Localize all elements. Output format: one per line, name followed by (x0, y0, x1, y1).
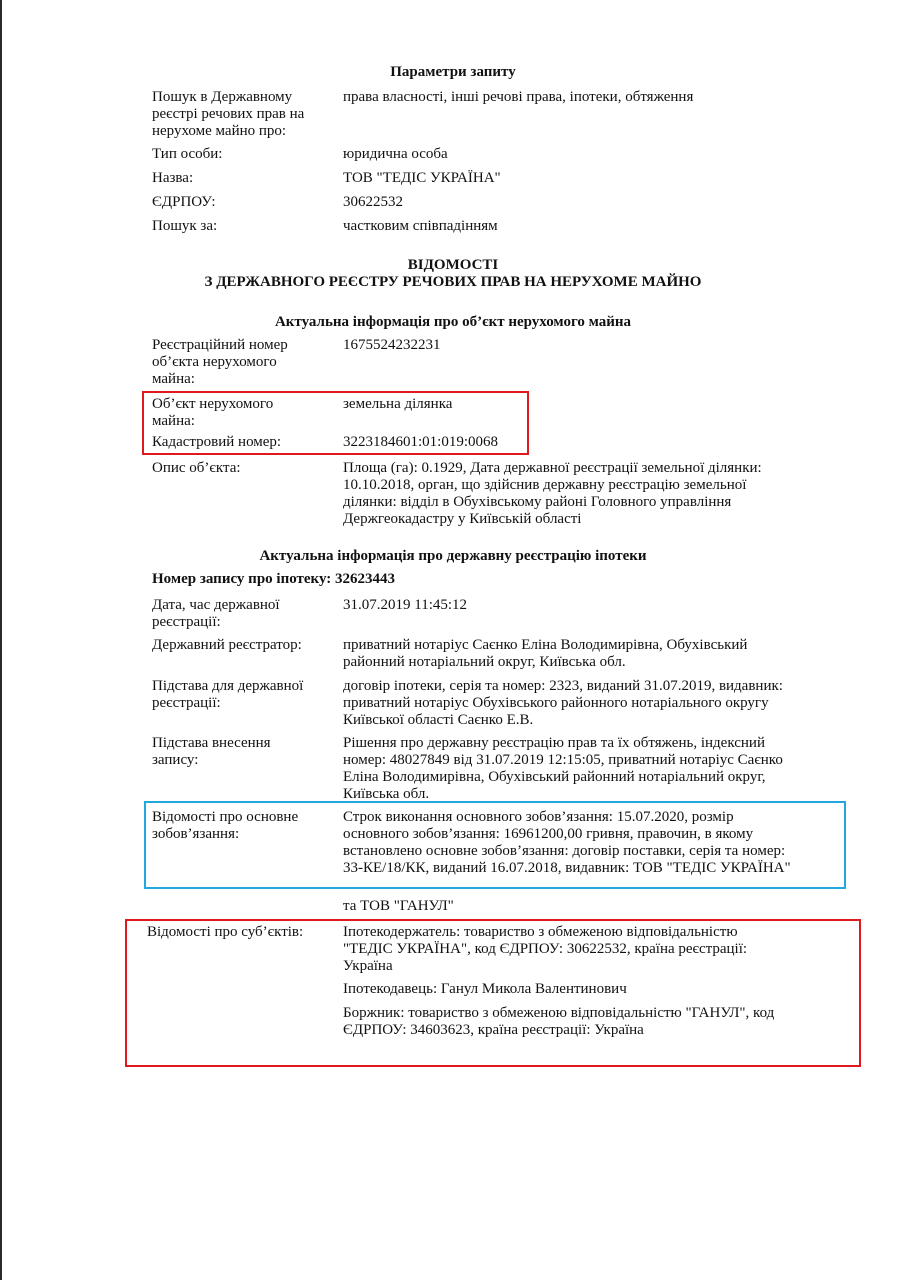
property-section-title: Актуальна інформація про об’єкт нерухомого майна (274, 314, 632, 330)
entry-basis-label: Підстава внесення запису: (152, 735, 271, 768)
date-label: Дата, час державної реєстрації: (152, 597, 280, 630)
mortgagee-value: Іпотекодержатель: товариство з обмеженою відповідальністю "ТЕДІС УКРАЇНА", код ЄДРПОУ: 30622532, країна реєстрації: Україна (343, 924, 748, 974)
basis-value: договір іпотеки, серія та номер: 2323, виданий 31.07.2019, видавник: приватний нотаріус Обухівського районного нотаріального округу Київської області Саєнко Е.В. (343, 678, 783, 728)
obligation-label: Відомості про основне зобов’язання: (152, 809, 299, 842)
entry-basis-value: Рішення про державну реєстрацію прав та їх обтяжень, індексний номер: 48027849 від 31.07.2019 12:15:05, приватний нотаріус Саєнко Еліна Володимирівна, Обухівський районний нотаріальний округ, Київська обл. (343, 735, 783, 802)
name-value: ТОВ "ТЕДІС УКРАЇНА" (343, 170, 501, 186)
params-title: Параметри запиту (390, 64, 516, 80)
person-type-value: юридична особа (343, 146, 448, 162)
description-label: Опис об’єкта: (152, 460, 241, 476)
object-label: Об’єкт нерухомого майна: (152, 396, 274, 429)
edrpou-label: ЄДРПОУ: (152, 194, 216, 210)
name-label: Назва: (152, 170, 194, 186)
search-label: Пошук в Державному реєстрі речових прав на нерухоме майно про: (152, 89, 305, 139)
page-left-border (0, 0, 2, 1280)
debtor-value: Боржник: товариство з обмеженою відповідальністю "ГАНУЛ", код ЄДРПОУ: 34603623, країна реєстрації: Україна (343, 1005, 775, 1038)
mortgagor-value: Іпотекодавець: Ганул Микола Валентинович (343, 981, 627, 997)
search-by-value: частковим співпадінням (343, 218, 498, 234)
date-value: 31.07.2019 11:45:12 (343, 597, 468, 613)
registrar-label: Державний реєстратор: (152, 637, 302, 653)
cadastral-label: Кадастровий номер: (152, 434, 282, 450)
edrpou-value: 30622532 (343, 194, 403, 210)
registrar-value: приватний нотаріус Саєнко Еліна Володимирівна, Обухівський районний нотаріальний округ, Київська обл. (343, 637, 748, 670)
mortgage-section-title: Актуальна інформація про державну реєстрацію іпотеки (259, 548, 647, 564)
description-value: Площа (га): 0.1929, Дата державної реєстрації земельної ділянки: 10.10.2018, орган, що здійснив державну реєстрацію земельної ділянки: відділ в Обухівському районі Головного управління Держгеокадастру у Київській області (343, 460, 762, 527)
search-value: права власності, інші речові права, іпотеки, обтяження (343, 89, 694, 105)
mortgage-record-number: Номер запису про іпотеку: 32623443 (152, 571, 396, 587)
obligation-continuation: та ТОВ "ГАНУЛ" (343, 898, 454, 914)
object-value: земельна ділянка (343, 396, 453, 412)
basis-label: Підстава для державної реєстрації: (152, 678, 304, 711)
reg-number-value: 1675524232231 (343, 337, 441, 353)
person-type-label: Тип особи: (152, 146, 223, 162)
obligation-value: Строк виконання основного зобов’язання: 15.07.2020, розмір основного зобов’язання: 16961200,00 гривня, правочин, в якому встановлено основне зобов’язання: договір поставки, серія та номер: 33-КЕ/18/КК, виданий 16.07.2018, видавник: ТОВ "ТЕДІС УКРАЇНА" (343, 809, 791, 876)
subjects-label: Відомості про суб’єктів: (147, 924, 304, 940)
cadastral-value: 3223184601:01:019:0068 (343, 434, 499, 450)
document-heading: ВІДОМОСТІ З ДЕРЖАВНОГО РЕЄСТРУ РЕЧОВИХ ПРАВ НА НЕРУХОМЕ МАЙНО (204, 257, 702, 290)
reg-number-label: Реєстраційний номер об’єкта нерухомого майна: (152, 337, 288, 387)
search-by-label: Пошук за: (152, 218, 218, 234)
